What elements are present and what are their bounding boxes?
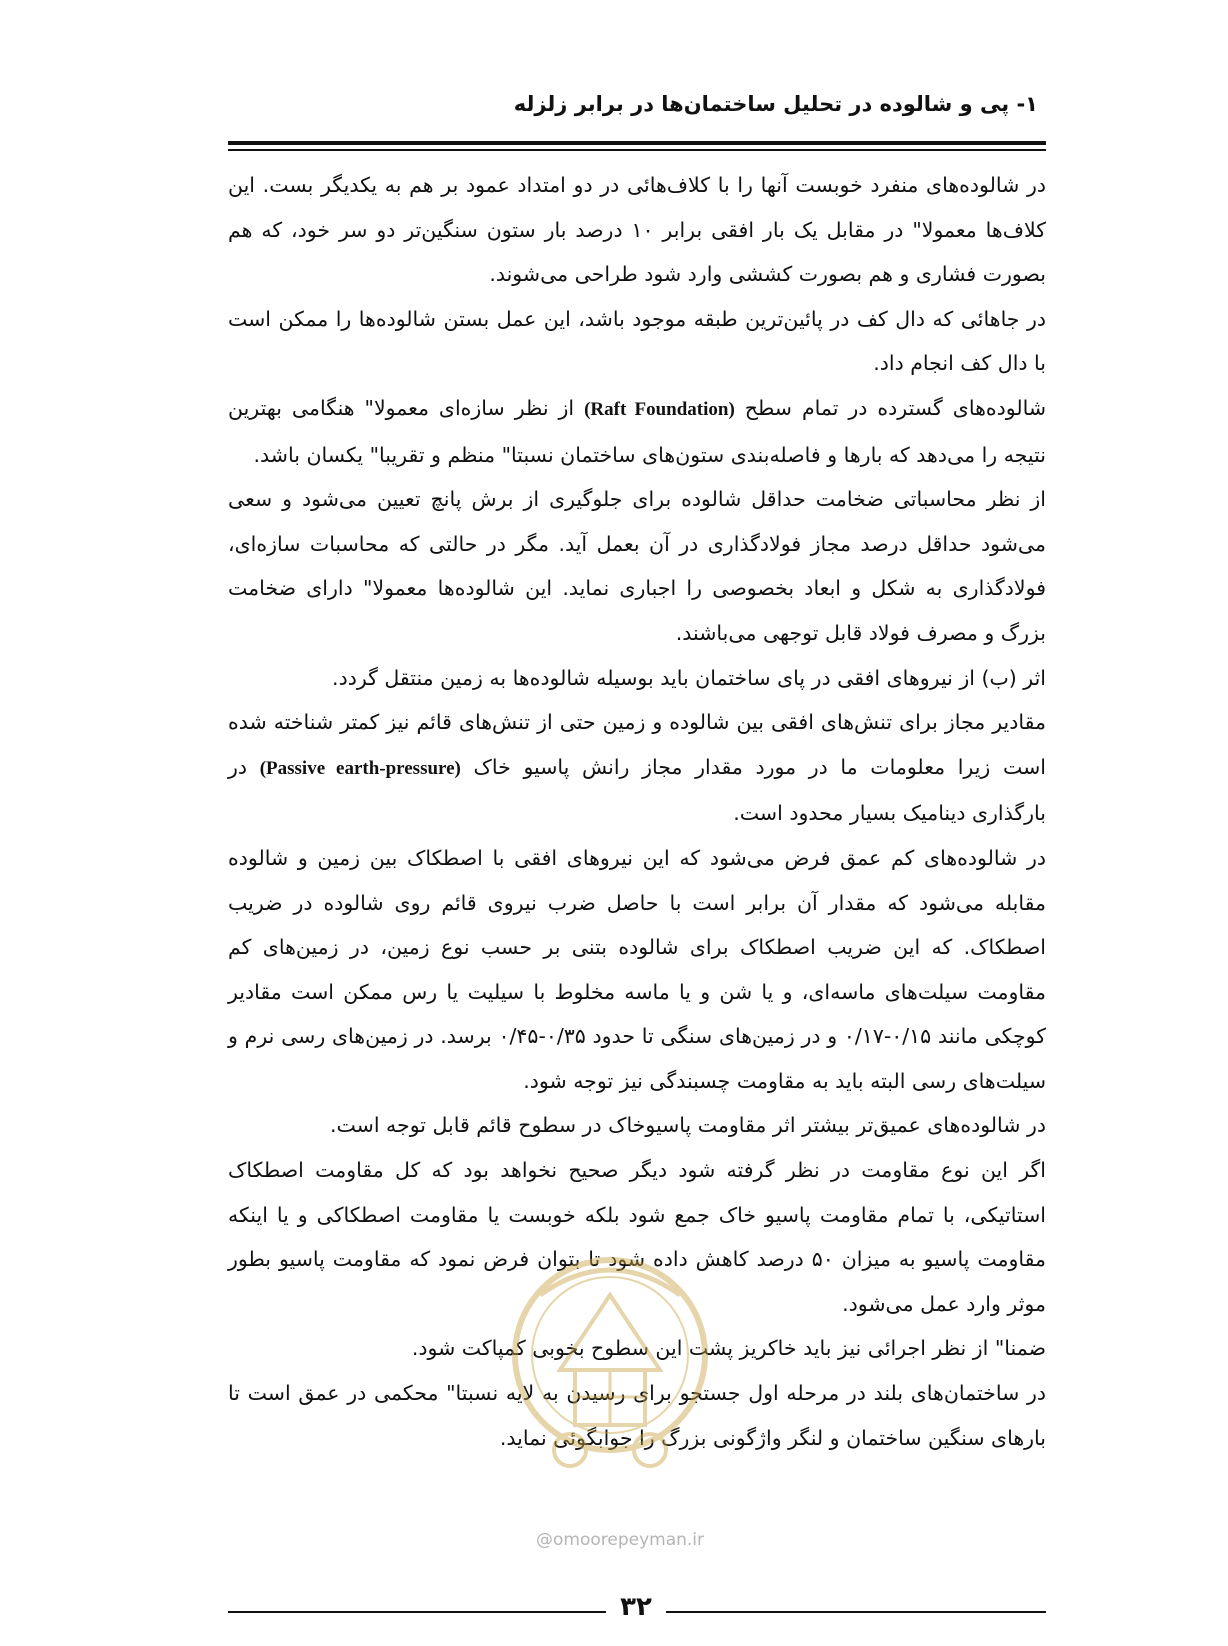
paragraph bbox=[228, 700, 1046, 836]
latin-term: (Raft Foundation) bbox=[584, 398, 735, 420]
footer-rule-right bbox=[666, 1611, 1046, 1613]
running-header-title: ۱- پی و شالوده در تحلیل ساختمان‌ها در برابر زلزله bbox=[513, 92, 1038, 116]
paragraph: در شالوده‌های عمیق‌تر بیشتر اثر مقاومت پاسیوخاک در سطوح قائم قابل توجه است. bbox=[330, 1113, 1046, 1138]
paragraph: اثر (ب) از نیروهای افقی در پای ساختمان باید بوسیله شالوده‌ها به زمین منتقل گردد. bbox=[332, 665, 1046, 690]
paragraph: در شالوده‌های منفرد خوبست آنها را با کلاف‌هائی در دو امتداد عمود بر هم به یکدیگر بست. این کلاف‌ها معمولا" در مقابل یک بار افقی برابر ۱۰ درصد بار ستون سنگین‌تر دو سر خود، که هم بصورت فشاری و هم بصورت کششی وارد شود طراحی می‌شوند. bbox=[228, 173, 1046, 287]
paragraph-text: در بارگذاری دینامیک بسیار محدود است. bbox=[228, 754, 1046, 826]
paragraph bbox=[228, 386, 1046, 477]
paragraph: در ساختمان‌های بلند در مرحله اول جستجو برای رسیدن به لایه نسبتا" محکمی در عمق است تا بارهای سنگین ساختمان و لنگر واژگونی بزرگ را جوابگوئی نماید. bbox=[228, 1381, 1046, 1450]
paragraph: در جاهائی که دال کف در پائین‌ترین طبقه موجود باشد، این عمل بستن شالوده‌ها را ممکن است با دال کف انجام داد. bbox=[228, 306, 1046, 376]
paragraph: در شالوده‌های کم عمق فرض می‌شود که این نیروهای افقی با اصطکاک بین زمین و شالوده مقابله می‌شود که مقدار آن برابر است با حاصل ضرب نیروی قائم روی شالوده در ضریب اصطکاک. که این ضریب اصطکاک برای شالوده بتنی بر حسب نوع زمین، در زمین‌های کم مقاومت سیلت‌های ماسه‌ای، و یا شن و یا ماسه مخلوط با سیلیت یا رس ممکن است مقادیر کوچکی مانند ۰/۱۵-۰/۱۷ و در زمین‌های سنگی تا حدود ۰/۳۵-۰/۴۵ برسد. در زمین‌های رسی نرم و سیلت‌های رسی البته باید به مقاومت چسبندگی نیز توجه شود. bbox=[228, 845, 1046, 1093]
latin-term: (Passive earth-pressure) bbox=[259, 757, 461, 779]
footer-rule-left bbox=[228, 1611, 606, 1613]
paragraph: ضمنا" از نظر اجرائی نیز باید خاکریز پشت این سطوح بخوبی کمپاکت شود. bbox=[411, 1336, 1046, 1361]
header-rule-thin bbox=[228, 149, 1046, 151]
paragraph-text: از نظر سازه‌ای معمولا" هنگامی بهترین نتیجه را می‌دهد که بارها و فاصله‌بندی ستون‌های ساختمان نسبتا" منظم و تقریبا" یکسان باشد. bbox=[228, 395, 1046, 467]
paragraph-text: مقادیر مجاز برای تنش‌های افقی بین شالوده و زمین حتی از تنش‌های قائم نیز کمتر شناخته شده است زیرا معلومات ما در مورد مقدار مجاز رانش پاسیو خاک bbox=[228, 710, 1046, 779]
watermark-site: @omoorepeyman.ir bbox=[535, 1530, 705, 1550]
page-number: ۳۲ bbox=[620, 1592, 652, 1622]
header-rule-thick bbox=[228, 141, 1046, 145]
paragraph-text: شالوده‌های گسترده در تمام سطح bbox=[734, 395, 1047, 420]
paragraph: از نظر محاسباتی ضخامت حداقل شالوده برای جلوگیری از برش پانچ تعیین می‌شود و سعی می‌شود حداقل درصد مجاز فولادگذاری در آن بعمل آید. مگر در حالتی که محاسبات سازه‌ای، فولادگذاری به شکل و ابعاد بخصوصی را اجباری نماید. این شالوده‌ها معمولا" دارای ضخامت بزرگ و مصرف فولاد قابل توجهی می‌باشند. bbox=[228, 487, 1046, 645]
body-text bbox=[228, 163, 1046, 1460]
paragraph: اگر این نوع مقاومت در نظر گرفته شود دیگر صحیح نخواهد بود که کل مقاومت اصطکاک استاتیکی، با تمام مقاومت پاسیو خاک جمع شود بلکه خوبست یا مقاومت اصطکاکی و یا اینکه مقاومت پاسیو به میزان ۵۰ درصد کاهش داده شود تا بتوان فرض نمود که مقاومت پاسیو بطور موثر وارد عمل می‌شود. bbox=[228, 1158, 1046, 1316]
